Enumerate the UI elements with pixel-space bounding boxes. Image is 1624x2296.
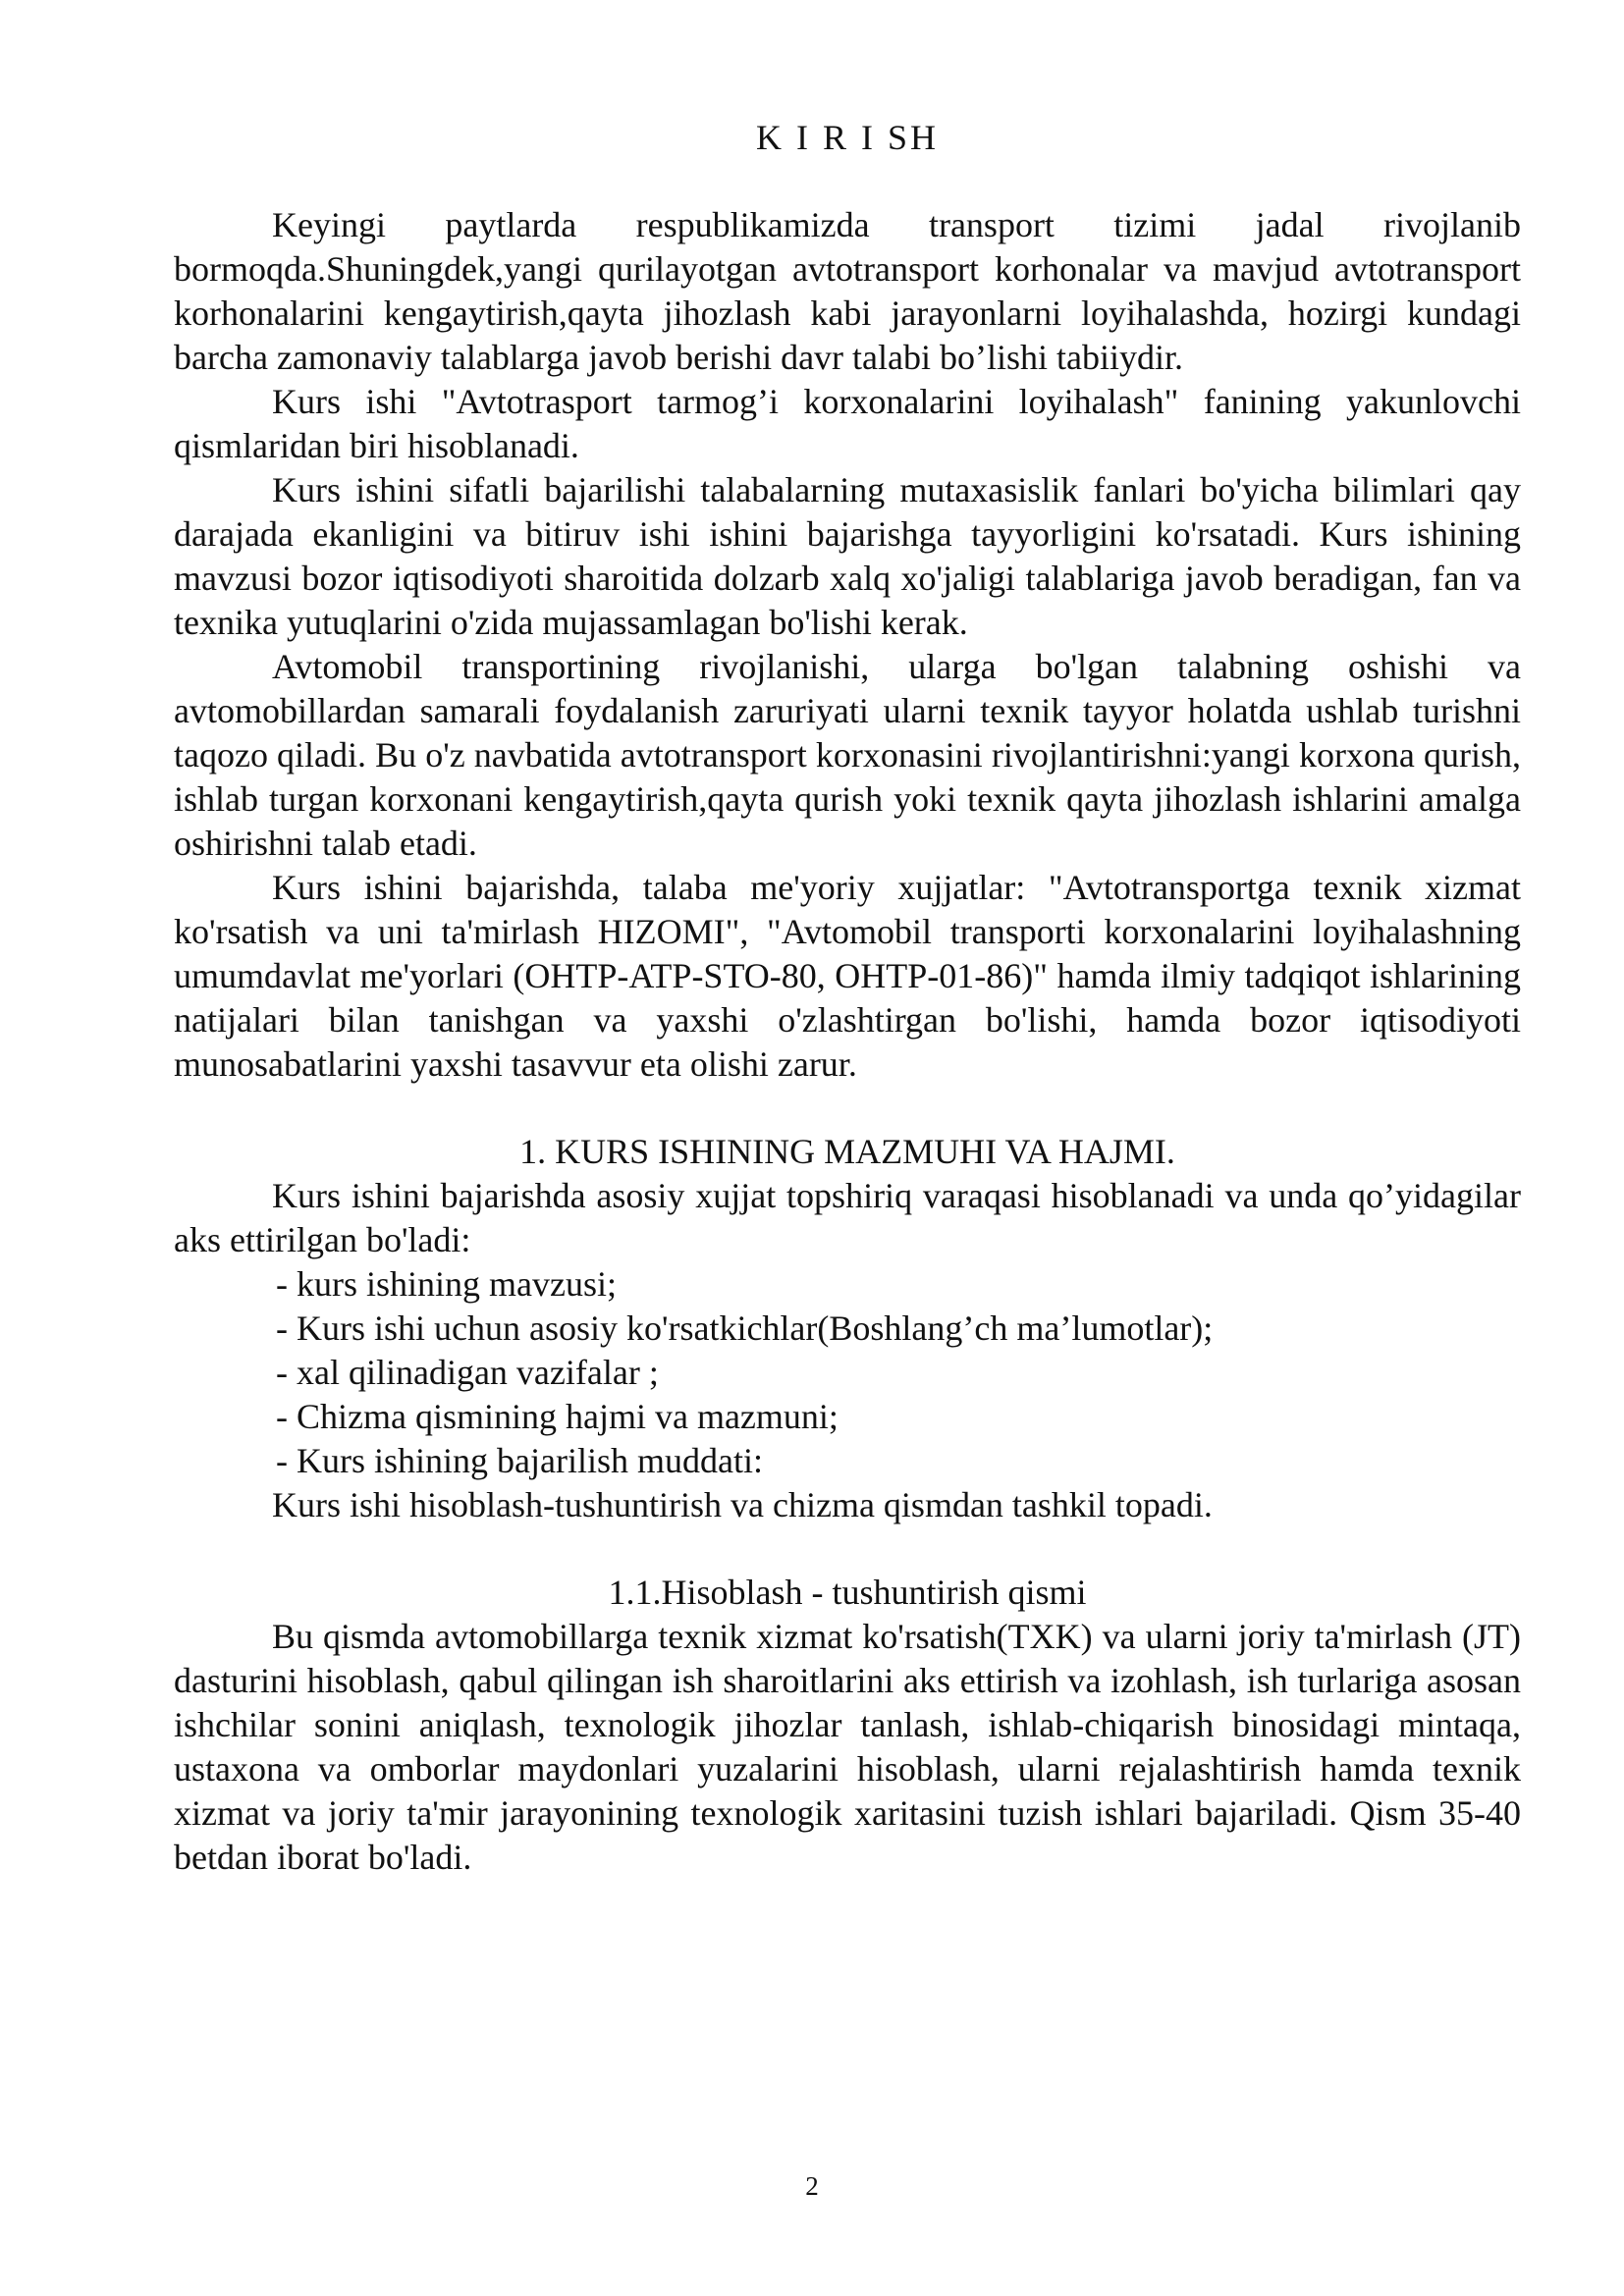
page-number: 2 bbox=[805, 2171, 819, 2201]
page-title: K I R I SH bbox=[755, 118, 939, 157]
list-item: - Chizma qismining hajmi va mazmuni; bbox=[276, 1397, 839, 1436]
list-item: - kurs ishining mavzusi; bbox=[276, 1264, 617, 1304]
intro-paragraph-5: Kurs ishini bajarishda, talaba me'yoriy xujjatlar: "Avtotransportga texnik xizmat ko'rsatish va uni ta'mirlash HIZOMI", "Avtomobil transporti korxonalarini loyihalashning umumdavlat me'yorlari (OHTP-ATP-STO-80, OHTP-01-86)" hamda ilmiy tadqiqot ishlarining natijalari bilan tanishgan va yaxshi o'zlashtirgan bo'lishi, hamda bozor iqtisodiyoti munosabatlarini yaxshi tasavvur eta olishi zarur. bbox=[174, 868, 1521, 1084]
list-item: - Kurs ishining bajarilish muddati: bbox=[276, 1441, 763, 1480]
intro-paragraph-3: Kurs ishini sifatli bajarilishi talabalarning mutaxasislik fanlari bo'yicha bilimlari qay darajada ekanligini va bitiruv ishi ishini bajarishga tayyorligini ko'rsatadi. Kurs ishining mavzusi bozor iqtisodiyoti sharoitida dolzarb xalq xo'jaligi talablariga javob beradigan, fan va texnika yutuqlarini o'zida mujassamlagan bo'lishi kerak. bbox=[174, 470, 1521, 642]
page-content bbox=[174, 116, 1521, 1880]
section-1-list bbox=[174, 1262, 1521, 1483]
intro-paragraph-2: Kurs ishi "Avtotrasport tarmog’i korxonalarini loyihalash" fanining yakunlovchi qismlaridan biri hisoblanadi. bbox=[174, 382, 1521, 465]
intro-paragraph-4: Avtomobil transportining rivojlanishi, ularga bo'lgan talabning oshishi va avtomobillardan samarali foydalanish zaruriyati ularni texnik tayyor holatda ushlab turishni taqozo qiladi. Bu o'z navbatida avtotransport korxonasini rivojlantirishni:yangi korxona qurish, ishlab turgan korxonani kengaytirish,qayta qurish yoki texnik qayta jihozlash ishlarini amalga oshirishni talab etadi. bbox=[174, 647, 1521, 863]
section-1-closing: Kurs ishi hisoblash-tushuntirish va chizma qismdan tashkil topadi. bbox=[272, 1485, 1213, 1524]
list-item: - xal qilinadigan vazifalar ; bbox=[276, 1353, 659, 1392]
section-1-intro: Kurs ishini bajarishda asosiy xujjat topshiriq varaqasi hisoblanadi va unda qo’yidagilar aks ettirilgan bo'ladi: bbox=[174, 1176, 1521, 1259]
section-1-1-body: Bu qismda avtomobillarga texnik xizmat ko'rsatish(TXK) va ularni joriy ta'mirlash (JT) dasturini hisoblash, qabul qilingan ish sharoitlarini aks ettirish va izohlash, ish turlariga asosan ishchilar sonini aniqlash, texnologik jihozlar tanlash, ishlab-chiqarish binosidagi mintaqa, ustaxona va omborlar maydonlari yuzalarini hisoblash, ularni rejalashtirish hamda texnik xizmat va joriy ta'mir jarayonining texnologik xaritasini tuzish ishlari bajariladi. Qism 35-40 betdan iborat bo'ladi. bbox=[174, 1617, 1521, 1877]
section-1-1-heading: 1.1.Hisoblash - tushuntirish qismi bbox=[608, 1573, 1087, 1612]
section-1-heading: 1. KURS ISHINING MAZMUHI VA HAJMI. bbox=[519, 1132, 1175, 1171]
intro-paragraph-1: Keyingi paytlarda respublikamizda transport tizimi jadal rivojlanib bormoqda.Shuningdek,yangi qurilayotgan avtotransport korhonalar va mavjud avtotransport korhonalarini kengaytirish,qayta jihozlash kabi jarayonlarni loyihalashda, hozirgi kundagi barcha zamonaviy talablarga javob berishi davr talabi bo’lishi tabiiydir. bbox=[174, 205, 1521, 377]
list-item: - Kurs ishi uchun asosiy ko'rsatkichlar(Boshlang’ch ma’lumotlar); bbox=[276, 1308, 1214, 1348]
